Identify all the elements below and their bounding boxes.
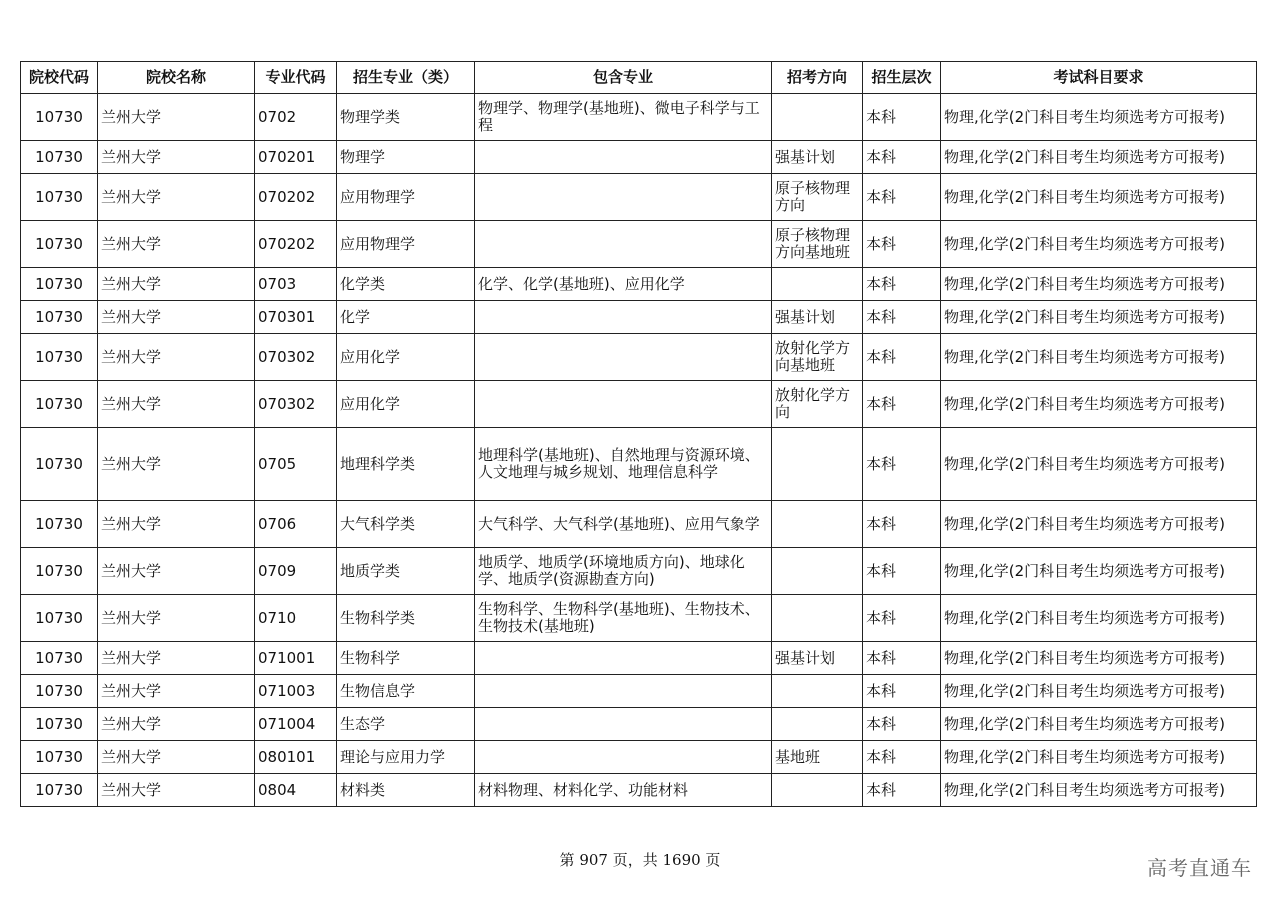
cell-subject-requirement: 物理,化学(2门科目考生均须选考方可报考) bbox=[941, 708, 1257, 741]
cell-school-code: 10730 bbox=[21, 174, 98, 221]
header-major-code: 专业代码 bbox=[255, 62, 337, 94]
cell-school-code: 10730 bbox=[21, 221, 98, 268]
cell-subject-requirement: 物理,化学(2门科目考生均须选考方可报考) bbox=[941, 174, 1257, 221]
cell-included-majors bbox=[475, 642, 772, 675]
cell-subject-requirement: 物理,化学(2门科目考生均须选考方可报考) bbox=[941, 381, 1257, 428]
cell-direction: 强基计划 bbox=[772, 141, 863, 174]
cell-school-code: 10730 bbox=[21, 708, 98, 741]
cell-school-code: 10730 bbox=[21, 595, 98, 642]
cell-direction: 原子核物理方向 bbox=[772, 174, 863, 221]
cell-school-name: 兰州大学 bbox=[98, 334, 255, 381]
cell-included-majors: 化学、化学(基地班)、应用化学 bbox=[475, 268, 772, 301]
cell-major-code: 0702 bbox=[255, 94, 337, 141]
cell-level: 本科 bbox=[863, 268, 941, 301]
cell-direction bbox=[772, 94, 863, 141]
table-row bbox=[21, 675, 1257, 708]
cell-school-code: 10730 bbox=[21, 141, 98, 174]
table-row bbox=[21, 548, 1257, 595]
cell-direction bbox=[772, 774, 863, 807]
cell-subject-requirement: 物理,化学(2门科目考生均须选考方可报考) bbox=[941, 642, 1257, 675]
cell-major-code: 070301 bbox=[255, 301, 337, 334]
cell-level: 本科 bbox=[863, 774, 941, 807]
cell-level: 本科 bbox=[863, 94, 941, 141]
cell-included-majors bbox=[475, 301, 772, 334]
cell-included-majors bbox=[475, 334, 772, 381]
admission-table bbox=[20, 61, 1257, 807]
table-row bbox=[21, 428, 1257, 501]
table-row bbox=[21, 174, 1257, 221]
cell-major-code: 0804 bbox=[255, 774, 337, 807]
cell-major-code: 070202 bbox=[255, 221, 337, 268]
cell-included-majors: 生物科学、生物科学(基地班)、生物技术、生物技术(基地班) bbox=[475, 595, 772, 642]
cell-school-name: 兰州大学 bbox=[98, 675, 255, 708]
header-school-name: 院校名称 bbox=[98, 62, 255, 94]
cell-major-code: 0706 bbox=[255, 501, 337, 548]
cell-level: 本科 bbox=[863, 141, 941, 174]
cell-direction: 强基计划 bbox=[772, 642, 863, 675]
cell-major-name: 地质学类 bbox=[337, 548, 475, 595]
cell-major-name: 生物科学类 bbox=[337, 595, 475, 642]
cell-level: 本科 bbox=[863, 221, 941, 268]
cell-level: 本科 bbox=[863, 675, 941, 708]
cell-included-majors bbox=[475, 221, 772, 268]
cell-school-code: 10730 bbox=[21, 675, 98, 708]
cell-subject-requirement: 物理,化学(2门科目考生均须选考方可报考) bbox=[941, 548, 1257, 595]
table-row bbox=[21, 334, 1257, 381]
cell-major-name: 大气科学类 bbox=[337, 501, 475, 548]
cell-school-name: 兰州大学 bbox=[98, 428, 255, 501]
cell-subject-requirement: 物理,化学(2门科目考生均须选考方可报考) bbox=[941, 268, 1257, 301]
cell-school-name: 兰州大学 bbox=[98, 708, 255, 741]
table-row bbox=[21, 708, 1257, 741]
cell-level: 本科 bbox=[863, 381, 941, 428]
cell-school-name: 兰州大学 bbox=[98, 595, 255, 642]
cell-major-name: 材料类 bbox=[337, 774, 475, 807]
cell-school-name: 兰州大学 bbox=[98, 642, 255, 675]
cell-direction: 放射化学方向基地班 bbox=[772, 334, 863, 381]
cell-school-code: 10730 bbox=[21, 548, 98, 595]
table-header-row bbox=[21, 62, 1257, 94]
cell-direction: 放射化学方向 bbox=[772, 381, 863, 428]
cell-included-majors: 地质学、地质学(环境地质方向)、地球化学、地质学(资源勘查方向) bbox=[475, 548, 772, 595]
cell-major-code: 070201 bbox=[255, 141, 337, 174]
table-row bbox=[21, 501, 1257, 548]
cell-level: 本科 bbox=[863, 741, 941, 774]
cell-major-code: 0710 bbox=[255, 595, 337, 642]
cell-direction bbox=[772, 268, 863, 301]
cell-major-name: 应用物理学 bbox=[337, 174, 475, 221]
cell-included-majors bbox=[475, 141, 772, 174]
cell-major-name: 化学 bbox=[337, 301, 475, 334]
header-direction: 招考方向 bbox=[772, 62, 863, 94]
cell-direction: 强基计划 bbox=[772, 301, 863, 334]
table-row bbox=[21, 141, 1257, 174]
table-row bbox=[21, 741, 1257, 774]
cell-subject-requirement: 物理,化学(2门科目考生均须选考方可报考) bbox=[941, 334, 1257, 381]
cell-included-majors: 大气科学、大气科学(基地班)、应用气象学 bbox=[475, 501, 772, 548]
cell-direction bbox=[772, 708, 863, 741]
watermark-logo-text: 高考直通车 bbox=[1147, 856, 1252, 880]
cell-major-name: 物理学 bbox=[337, 141, 475, 174]
cell-direction: 原子核物理方向基地班 bbox=[772, 221, 863, 268]
cell-major-code: 070202 bbox=[255, 174, 337, 221]
header-school-code: 院校代码 bbox=[21, 62, 98, 94]
cell-major-name: 地理科学类 bbox=[337, 428, 475, 501]
cell-school-code: 10730 bbox=[21, 774, 98, 807]
cell-school-code: 10730 bbox=[21, 381, 98, 428]
cell-direction bbox=[772, 595, 863, 642]
page-number: 第 907 页，共 1690 页 bbox=[559, 851, 721, 869]
cell-major-name: 生态学 bbox=[337, 708, 475, 741]
table-row bbox=[21, 774, 1257, 807]
cell-subject-requirement: 物理,化学(2门科目考生均须选考方可报考) bbox=[941, 141, 1257, 174]
cell-direction: 基地班 bbox=[772, 741, 863, 774]
cell-level: 本科 bbox=[863, 708, 941, 741]
cell-level: 本科 bbox=[863, 428, 941, 501]
cell-included-majors: 物理学、物理学(基地班)、微电子科学与工程 bbox=[475, 94, 772, 141]
cell-included-majors bbox=[475, 675, 772, 708]
cell-subject-requirement: 物理,化学(2门科目考生均须选考方可报考) bbox=[941, 741, 1257, 774]
cell-major-name: 应用化学 bbox=[337, 334, 475, 381]
cell-school-name: 兰州大学 bbox=[98, 548, 255, 595]
cell-school-name: 兰州大学 bbox=[98, 501, 255, 548]
cell-subject-requirement: 物理,化学(2门科目考生均须选考方可报考) bbox=[941, 774, 1257, 807]
cell-school-name: 兰州大学 bbox=[98, 174, 255, 221]
table-row bbox=[21, 381, 1257, 428]
table-row bbox=[21, 642, 1257, 675]
cell-subject-requirement: 物理,化学(2门科目考生均须选考方可报考) bbox=[941, 428, 1257, 501]
cell-subject-requirement: 物理,化学(2门科目考生均须选考方可报考) bbox=[941, 301, 1257, 334]
header-major-name: 招生专业（类） bbox=[337, 62, 475, 94]
cell-included-majors bbox=[475, 381, 772, 428]
table-row bbox=[21, 268, 1257, 301]
cell-major-code: 071003 bbox=[255, 675, 337, 708]
cell-direction bbox=[772, 428, 863, 501]
cell-level: 本科 bbox=[863, 301, 941, 334]
cell-major-code: 071004 bbox=[255, 708, 337, 741]
cell-subject-requirement: 物理,化学(2门科目考生均须选考方可报考) bbox=[941, 595, 1257, 642]
cell-school-name: 兰州大学 bbox=[98, 221, 255, 268]
cell-major-code: 070302 bbox=[255, 381, 337, 428]
header-level: 招生层次 bbox=[863, 62, 941, 94]
cell-major-code: 071001 bbox=[255, 642, 337, 675]
cell-included-majors: 地理科学(基地班)、自然地理与资源环境、人文地理与城乡规划、地理信息科学 bbox=[475, 428, 772, 501]
cell-major-name: 生物信息学 bbox=[337, 675, 475, 708]
cell-major-name: 应用化学 bbox=[337, 381, 475, 428]
cell-major-code: 080101 bbox=[255, 741, 337, 774]
cell-direction bbox=[772, 675, 863, 708]
cell-school-code: 10730 bbox=[21, 268, 98, 301]
cell-direction bbox=[772, 501, 863, 548]
table-row bbox=[21, 221, 1257, 268]
cell-school-name: 兰州大学 bbox=[98, 94, 255, 141]
cell-major-name: 化学类 bbox=[337, 268, 475, 301]
cell-major-name: 物理学类 bbox=[337, 94, 475, 141]
cell-major-code: 070302 bbox=[255, 334, 337, 381]
header-included-majors: 包含专业 bbox=[475, 62, 772, 94]
cell-school-name: 兰州大学 bbox=[98, 268, 255, 301]
cell-level: 本科 bbox=[863, 174, 941, 221]
cell-school-name: 兰州大学 bbox=[98, 301, 255, 334]
cell-subject-requirement: 物理,化学(2门科目考生均须选考方可报考) bbox=[941, 501, 1257, 548]
table-row bbox=[21, 301, 1257, 334]
cell-school-code: 10730 bbox=[21, 334, 98, 381]
cell-major-name: 理论与应用力学 bbox=[337, 741, 475, 774]
cell-direction bbox=[772, 548, 863, 595]
cell-subject-requirement: 物理,化学(2门科目考生均须选考方可报考) bbox=[941, 675, 1257, 708]
cell-school-code: 10730 bbox=[21, 428, 98, 501]
cell-included-majors bbox=[475, 174, 772, 221]
cell-level: 本科 bbox=[863, 334, 941, 381]
cell-school-code: 10730 bbox=[21, 501, 98, 548]
cell-school-code: 10730 bbox=[21, 94, 98, 141]
cell-level: 本科 bbox=[863, 642, 941, 675]
cell-subject-requirement: 物理,化学(2门科目考生均须选考方可报考) bbox=[941, 94, 1257, 141]
cell-level: 本科 bbox=[863, 501, 941, 548]
cell-included-majors bbox=[475, 708, 772, 741]
cell-school-code: 10730 bbox=[21, 301, 98, 334]
cell-school-name: 兰州大学 bbox=[98, 381, 255, 428]
table-row bbox=[21, 94, 1257, 141]
cell-level: 本科 bbox=[863, 548, 941, 595]
cell-included-majors bbox=[475, 741, 772, 774]
cell-school-name: 兰州大学 bbox=[98, 741, 255, 774]
cell-school-name: 兰州大学 bbox=[98, 774, 255, 807]
cell-major-name: 生物科学 bbox=[337, 642, 475, 675]
cell-school-name: 兰州大学 bbox=[98, 141, 255, 174]
cell-major-name: 应用物理学 bbox=[337, 221, 475, 268]
cell-subject-requirement: 物理,化学(2门科目考生均须选考方可报考) bbox=[941, 221, 1257, 268]
cell-included-majors: 材料物理、材料化学、功能材料 bbox=[475, 774, 772, 807]
cell-school-code: 10730 bbox=[21, 741, 98, 774]
table-row bbox=[21, 595, 1257, 642]
cell-major-code: 0709 bbox=[255, 548, 337, 595]
cell-major-code: 0703 bbox=[255, 268, 337, 301]
cell-school-code: 10730 bbox=[21, 642, 98, 675]
cell-level: 本科 bbox=[863, 595, 941, 642]
header-subject-requirement: 考试科目要求 bbox=[941, 62, 1257, 94]
cell-major-code: 0705 bbox=[255, 428, 337, 501]
